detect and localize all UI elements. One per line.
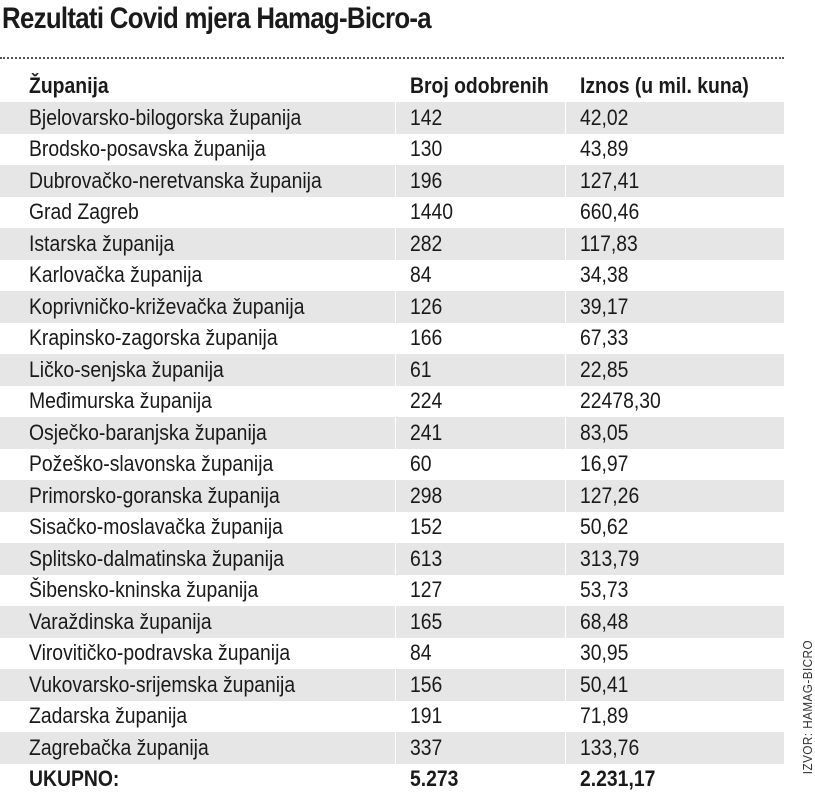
cell-broj: 224: [410, 388, 443, 414]
dotted-divider: [0, 57, 784, 59]
column-separator: [565, 102, 566, 134]
cell-zupanija: Grad Zagreb: [29, 199, 139, 225]
cell-iznos: 71,89: [580, 703, 629, 729]
table-row: [0, 701, 784, 733]
chart-title: Rezultati Covid mjera Hamag-Bicro-a: [2, 2, 431, 35]
cell-iznos: 50,62: [580, 514, 629, 540]
table-row: [0, 669, 784, 701]
cell-zupanija: Međimurska županija: [29, 388, 212, 414]
total-broj: 5.273: [410, 766, 459, 792]
header-zupanija: Županija: [29, 73, 109, 98]
column-separator: [395, 543, 396, 575]
column-separator: [565, 291, 566, 323]
cell-broj: 165: [410, 608, 443, 634]
column-separator: [565, 354, 566, 386]
cell-broj: 241: [410, 419, 443, 445]
cell-iznos: 127,26: [580, 482, 640, 508]
column-separator: [395, 228, 396, 260]
table-row: [0, 102, 784, 134]
column-separator: [395, 354, 396, 386]
table-row: [0, 260, 784, 292]
column-separator: [395, 669, 396, 701]
cell-zupanija: Zagrebačka županija: [29, 734, 209, 760]
cell-iznos: 313,79: [580, 545, 640, 571]
column-separator: [565, 165, 566, 197]
table-row: [0, 606, 784, 638]
cell-iznos: 43,89: [580, 136, 629, 162]
column-separator: [395, 606, 396, 638]
table-row: [0, 638, 784, 670]
column-separator: [395, 732, 396, 764]
table-row: [0, 354, 784, 386]
cell-broj: 60: [410, 451, 432, 477]
column-separator: [395, 102, 396, 134]
cell-zupanija: Krapinsko-zagorska županija: [29, 325, 278, 351]
column-separator: [565, 228, 566, 260]
cell-iznos: 50,41: [580, 671, 629, 697]
table-row: [0, 228, 784, 260]
cell-zupanija: Šibensko-kninska županija: [29, 577, 259, 603]
table-row: [0, 197, 784, 229]
cell-zupanija: Varaždinska županija: [29, 608, 212, 634]
column-separator: [565, 543, 566, 575]
cell-zupanija: Brodsko-posavska županija: [29, 136, 266, 162]
cell-iznos: 83,05: [580, 419, 629, 445]
total-iznos: 2.231,17: [580, 766, 656, 792]
column-separator: [395, 417, 396, 449]
cell-zupanija: Istarska županija: [29, 230, 175, 256]
table-row: [0, 417, 784, 449]
header-broj-odobrenih: Broj odobrenih: [410, 73, 549, 98]
column-separator: [565, 480, 566, 512]
table-row: [0, 134, 784, 166]
table-header-row: [0, 70, 784, 102]
cell-broj: 142: [410, 104, 443, 130]
cell-zupanija: Sisačko-moslavačka županija: [29, 514, 283, 540]
table-row: [0, 480, 784, 512]
cell-zupanija: Karlovačka županija: [29, 262, 203, 288]
cell-iznos: 117,83: [580, 230, 638, 256]
cell-iznos: 660,46: [580, 199, 640, 225]
cell-broj: 1440: [410, 199, 454, 225]
table-row: [0, 512, 784, 544]
data-table: [0, 70, 784, 795]
column-separator: [565, 606, 566, 638]
cell-zupanija: Koprivničko-križevačka županija: [29, 293, 305, 319]
cell-iznos: 34,38: [580, 262, 629, 288]
column-separator: [395, 165, 396, 197]
cell-iznos: 22,85: [580, 356, 629, 382]
cell-broj: 156: [410, 671, 443, 697]
cell-broj: 282: [410, 230, 443, 256]
column-separator: [565, 417, 566, 449]
column-separator: [565, 732, 566, 764]
cell-iznos: 67,33: [580, 325, 629, 351]
cell-iznos: 133,76: [580, 734, 640, 760]
cell-zupanija: Primorsko-goranska županija: [29, 482, 280, 508]
cell-broj: 196: [410, 167, 443, 193]
cell-broj: 191: [410, 703, 443, 729]
cell-iznos: 127,41: [580, 167, 640, 193]
cell-broj: 84: [410, 640, 432, 666]
cell-broj: 130: [410, 136, 443, 162]
table-total-row: [0, 764, 784, 796]
cell-zupanija: Splitsko-dalmatinska županija: [29, 545, 285, 571]
cell-broj: 126: [410, 293, 443, 319]
cell-iznos: 22478,30: [580, 388, 661, 414]
table-row: [0, 165, 784, 197]
cell-iznos: 53,73: [580, 577, 629, 603]
table-row: [0, 449, 784, 481]
cell-broj: 166: [410, 325, 443, 351]
cell-zupanija: Virovitičko-podravska županija: [29, 640, 291, 666]
table-row: [0, 323, 784, 355]
table-row: [0, 291, 784, 323]
cell-iznos: 68,48: [580, 608, 629, 634]
cell-zupanija: Požeško-slavonska županija: [29, 451, 274, 477]
header-iznos: Iznos (u mil. kuna): [580, 73, 749, 98]
cell-broj: 61: [410, 356, 432, 382]
table-body: [0, 102, 784, 764]
cell-broj: 337: [410, 734, 443, 760]
cell-iznos: 39,17: [580, 293, 629, 319]
table-row: [0, 543, 784, 575]
source-credit: IZVOR: HAMAG-BICRO: [800, 640, 815, 775]
cell-zupanija: Ličko-senjska županija: [29, 356, 224, 382]
column-separator: [395, 480, 396, 512]
table-row: [0, 575, 784, 607]
column-separator: [395, 291, 396, 323]
table-row: [0, 386, 784, 418]
cell-broj: 298: [410, 482, 443, 508]
cell-zupanija: Zadarska županija: [29, 703, 188, 729]
cell-iznos: 30,95: [580, 640, 629, 666]
cell-zupanija: Dubrovačko-neretvanska županija: [29, 167, 322, 193]
cell-zupanija: Vukovarsko-srijemska županija: [29, 671, 296, 697]
column-separator: [565, 669, 566, 701]
cell-iznos: 42,02: [580, 104, 629, 130]
cell-iznos: 16,97: [580, 451, 629, 477]
cell-broj: 152: [410, 514, 443, 540]
cell-zupanija: Bjelovarsko-bilogorska županija: [29, 104, 302, 130]
cell-broj: 84: [410, 262, 432, 288]
cell-zupanija: Osječko-baranjska županija: [29, 419, 267, 445]
total-label: UKUPNO:: [29, 766, 120, 792]
cell-broj: 613: [410, 545, 443, 571]
cell-broj: 127: [410, 577, 443, 603]
table-row: [0, 732, 784, 764]
